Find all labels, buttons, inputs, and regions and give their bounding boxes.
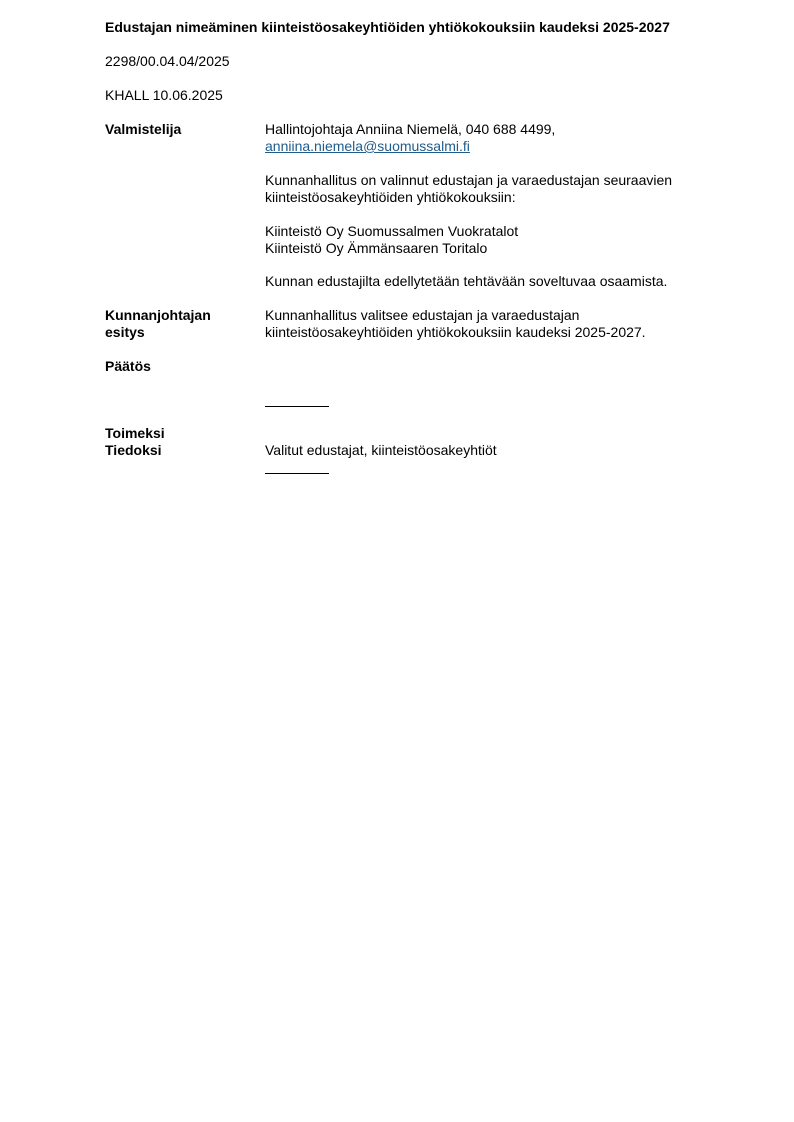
decision-label: Päätös — [105, 358, 151, 374]
proposal-text-line1: Kunnanhallitus valitsee edustajan ja varaedustajan — [265, 307, 580, 323]
company-name-1: Kiinteistö Oy Suomussalmen Vuokratalot — [265, 223, 519, 239]
preparer-label: Valmistelija — [105, 121, 182, 137]
company-name-2: Kiinteistö Oy Ämmänsaaren Toritalo — [265, 240, 488, 256]
tasks-label: Toimeksi — [105, 425, 165, 441]
meeting-date: KHALL 10.06.2025 — [105, 87, 223, 103]
proposal-text-line2: kiinteistöosakeyhtiöiden yhtiökokouksiin kaudeksi 2025-2027. — [265, 324, 646, 340]
reference-number: 2298/00.04.04/2025 — [105, 53, 230, 69]
proposal-label-line1: Kunnanjohtajan — [105, 307, 211, 323]
preparer-paragraph-2: Kunnan edustajilta edellytetään tehtävään soveltuvaa osaamista. — [265, 273, 668, 289]
info-label: Tiedoksi — [105, 442, 162, 458]
proposal-label-line2: esitys — [105, 324, 145, 340]
info-text: Valitut edustajat, kiinteistöosakeyhtiöt — [265, 442, 497, 458]
preparer-contact: Hallintojohtaja Anniina Niemelä, 040 688 4499, — [265, 121, 556, 137]
info-divider — [265, 473, 329, 474]
preparer-email-link[interactable]: anniina.niemela@suomussalmi.fi — [265, 138, 470, 154]
preparer-paragraph-line2: kiinteistöosakeyhtiöiden yhtiökokouksiin: — [265, 189, 516, 205]
preparer-paragraph-line1: Kunnanhallitus on valinnut edustajan ja varaedustajan seuraavien — [265, 172, 673, 188]
decision-divider — [265, 406, 329, 407]
document-title: Edustajan nimeäminen kiinteistöosakeyhtiöiden yhtiökokouksiin kaudeksi 2025-2027 — [105, 19, 670, 35]
